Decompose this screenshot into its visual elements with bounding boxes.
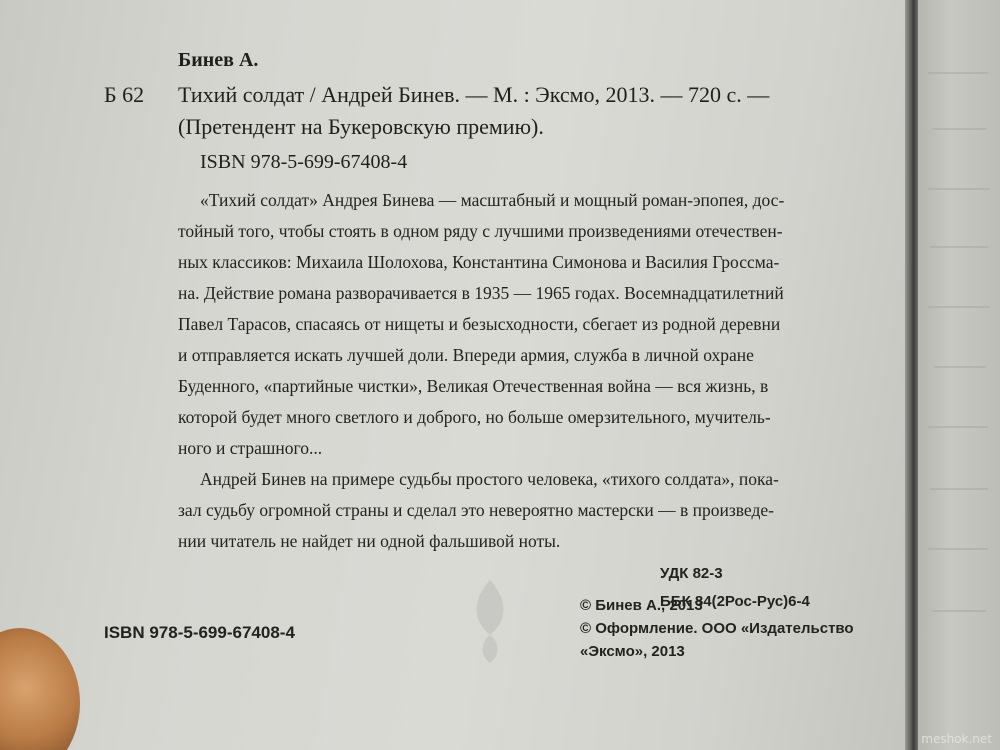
annotation-line: тойный того, чтобы стоять в одном ряду с лучшими произведениями отечествен-: [178, 221, 783, 241]
annotation-line: ного и страшного...: [178, 438, 323, 458]
facing-page-edge: [918, 0, 1000, 750]
author-heading: Бинев А.: [178, 49, 259, 71]
annotation-line: нии читатель не найдет ни одной фальшивой ноты.: [178, 531, 561, 551]
annotation-line: «Тихий солдат» Андрея Бинева — масштабный и мощный роман-эпопея, дос-: [200, 190, 785, 210]
bbk-code: ББК 84(2Рос-Рус)6-4: [660, 593, 810, 610]
isbn-top: ISBN 978-5-699-67408-4: [200, 151, 408, 173]
annotation-line: и отправляется искать лучшей доли. Впереди армия, служба в личной охране: [178, 345, 754, 365]
annotation-line: Павел Тарасов, спасаясь от нищеты и безысходности, сбегает из родной деревни: [178, 314, 781, 334]
annotation-line: ных классиков: Михаила Шолохова, Константина Симонова и Василия Гроссма-: [178, 252, 780, 272]
library-cipher: Б 62: [104, 82, 145, 107]
book-spine-gutter: [905, 0, 919, 750]
publisher-logo-icon: [460, 575, 520, 665]
copyright-line: «Эксмо», 2013: [580, 643, 685, 660]
annotation-line: которой будет много светлого и доброго, но больше омерзительного, мучитель-: [178, 407, 771, 427]
annotation-line: на. Действие романа разворачивается в 1935 — 1965 годах. Восемнадцатилетний: [178, 283, 784, 303]
watermark-text: meshok.net: [921, 732, 992, 746]
annotation-line: Андрей Бинев на примере судьбы простого человека, «тихого солдата», пока-: [200, 469, 779, 489]
annotation-line: Буденного, «партийные чистки», Великая Отечественная война — вся жизнь, в: [178, 376, 769, 396]
series-line: (Претендент на Букеровскую премию).: [178, 114, 544, 139]
isbn-bottom: ISBN 978-5-699-67408-4: [104, 623, 295, 642]
copyright-line: © Оформление. ООО «Издательство: [580, 620, 854, 637]
bibliographic-title-line: Тихий солдат / Андрей Бинев. — М. : Эксмо, 2013. — 720 с. —: [178, 82, 770, 107]
udk-code: УДК 82-3: [660, 565, 723, 582]
annotation-line: зал судьбу огромной страны и сделал это невероятно мастерски — в произведе-: [178, 500, 774, 520]
copyright-line: © Бинев А., 2013: [580, 597, 703, 614]
